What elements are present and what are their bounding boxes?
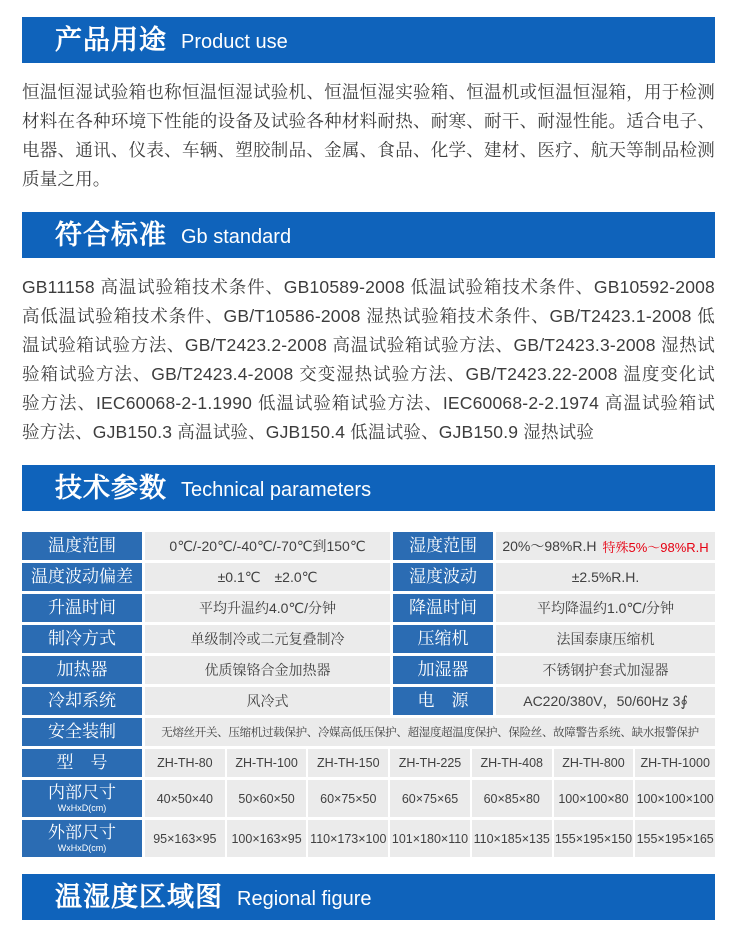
section-title-zh: 符合标准 — [55, 219, 167, 250]
spec-label-cell: 加湿器 — [393, 656, 493, 684]
section-banner-technical-parameters — [22, 465, 715, 511]
spec-label-cell: 制冷方式 — [22, 625, 142, 653]
spec-row-heater-humidifier — [22, 656, 715, 684]
spec-row-refrigeration-compressor — [22, 625, 715, 653]
dimension-cell: 100×163×95 — [227, 820, 307, 857]
spec-label-cell: 升温时间 — [22, 594, 142, 622]
spec-row-inner-dimensions — [22, 780, 715, 817]
model-cell: ZH-TH-225 — [390, 749, 470, 777]
spec-row-models — [22, 749, 715, 777]
spec-label-cell: 安全装制 — [22, 718, 142, 746]
dimension-cell: 95×163×95 — [145, 820, 225, 857]
product-use-paragraph: 恒温恒湿试验箱也称恒温恒湿试验机、恒温恒湿实验箱、恒温机或恒温恒湿箱，用于检测材料在各种环境下性能的设备及试验各种材料耐热、耐寒、耐干、耐湿性能。适合电子、电器、通讯、仪表、车辆、塑胶制品、金属、食品、化学、建材、医疗、航天等制品检测质量之用。 — [22, 82, 715, 189]
spec-label-cell: 型 号 — [22, 749, 142, 777]
spec-value-cell: 不锈钢护套式加湿器 — [496, 656, 715, 684]
model-cell: ZH-TH-1000 — [635, 749, 715, 777]
section-banner-regional-figure — [22, 874, 715, 920]
spec-label-cell: 湿度波动 — [393, 563, 493, 591]
spec-value-cell: AC220/380V，50/60Hz 3∮ — [496, 687, 715, 715]
spec-row-safety-devices — [22, 718, 715, 746]
spec-row-cooling-power — [22, 687, 715, 715]
section-title-zh: 产品用途 — [55, 24, 167, 55]
dimension-cell: 40×50×40 — [145, 780, 225, 817]
spec-value-cell: 优质镍铬合金加热器 — [145, 656, 390, 684]
dimension-cell: 101×180×110 — [390, 820, 470, 857]
spec-value-cell: 平均降温约1.0℃/分钟 — [496, 594, 715, 622]
spec-label-cell — [22, 780, 142, 817]
spec-value-cell: 法国泰康压缩机 — [496, 625, 715, 653]
dimension-label: 内部尺寸 — [48, 783, 116, 803]
section-title-en: Regional figure — [237, 888, 372, 910]
section-title-en: Technical parameters — [181, 479, 372, 501]
safety-devices-value: 无熔丝开关、压缩机过载保护、冷媒高低压保护、超湿度超温度保护、保险丝、故障警告系统、缺水报警保护 — [145, 718, 715, 746]
section-title-en: Gb standard — [181, 226, 292, 248]
spec-label-cell: 压缩机 — [393, 625, 493, 653]
spec-label-cell: 冷却系统 — [22, 687, 142, 715]
section-title-en: Product use — [181, 31, 288, 53]
section-banner-gb-standard — [22, 212, 715, 258]
model-cell: ZH-TH-150 — [308, 749, 388, 777]
gb-standard-paragraph: GB11158 高温试验箱技术条件、GB10589-2008 低温试验箱技术条件、GB10592-2008 高低温试验箱技术条件、GB/T10586-2008 湿热试验箱技术条件、GB/T2423.1-2008 低温试验箱试验方法、GB/T2423.2-2008 高温试验箱试验方法、GB/T2423.3-2008 湿热试验箱试验方法、GB/T2423.4-2008 交变湿热试验方法、GB/T2423.22-2008 温度变化试验方法、IEC60068-2-1.1990 低温试验箱试验方法、IEC60068-2-2.1974 高温试验箱试验方法、GJB150.3 高温试验、GJB150.4 低温试验、GJB150.9 湿热试验 — [22, 277, 715, 442]
humidity-range-special-note: 特殊5%～98%R.H — [602, 539, 709, 555]
dimension-unit-label: WxHxD(cm) — [57, 842, 107, 853]
spec-value-cell: ±0.1℃ ±2.0℃ — [145, 563, 390, 591]
spec-value-cell: 0℃/-20℃/-40℃/-70℃到150℃ — [145, 532, 390, 560]
model-cell: ZH-TH-80 — [145, 749, 225, 777]
spec-row-outer-dimensions — [22, 820, 715, 857]
spec-label-cell: 加热器 — [22, 656, 142, 684]
spec-row-temperature-humidity-range — [22, 532, 715, 560]
spec-label-cell: 湿度范围 — [393, 532, 493, 560]
spec-table — [22, 532, 715, 857]
spec-value-cell: 平均升温约4.0℃/分钟 — [145, 594, 390, 622]
dimension-cell: 155×195×150 — [554, 820, 634, 857]
spec-value-cell: 风冷式 — [145, 687, 390, 715]
spec-label-cell: 温度范围 — [22, 532, 142, 560]
dimension-cell: 50×60×50 — [227, 780, 307, 817]
dimension-label: 外部尺寸 — [48, 823, 116, 843]
spec-row-fluctuation — [22, 563, 715, 591]
dimension-cell: 60×75×50 — [308, 780, 388, 817]
spec-row-heatup-cooldown — [22, 594, 715, 622]
spec-value-cell — [496, 532, 715, 560]
model-cell: ZH-TH-100 — [227, 749, 307, 777]
dimension-cell: 155×195×165 — [635, 820, 715, 857]
spec-label-cell: 温度波动偏差 — [22, 563, 142, 591]
section-banner-product-use — [22, 17, 715, 63]
spec-label-cell: 电 源 — [393, 687, 493, 715]
dimension-cell: 100×100×80 — [554, 780, 634, 817]
dimension-unit-label: WxHxD(cm) — [57, 802, 107, 813]
model-cell: ZH-TH-408 — [472, 749, 552, 777]
spec-label-cell — [22, 820, 142, 857]
section-title-zh: 温湿度区域图 — [55, 881, 223, 912]
spec-value-cell: 单级制冷或二元复叠制冷 — [145, 625, 390, 653]
model-cell: ZH-TH-800 — [554, 749, 634, 777]
dimension-cell: 60×85×80 — [472, 780, 552, 817]
spec-value-cell: ±2.5%R.H. — [496, 563, 715, 591]
section-title-zh: 技术参数 — [55, 472, 167, 503]
humidity-range-value: 20%～98%R.H — [502, 538, 597, 554]
dimension-cell: 110×185×135 — [472, 820, 552, 857]
content-column — [22, 17, 715, 920]
spec-label-cell: 降温时间 — [393, 594, 493, 622]
dimension-cell: 110×173×100 — [308, 820, 388, 857]
dimension-cell: 100×100×100 — [635, 780, 715, 817]
dimension-cell: 60×75×65 — [390, 780, 470, 817]
